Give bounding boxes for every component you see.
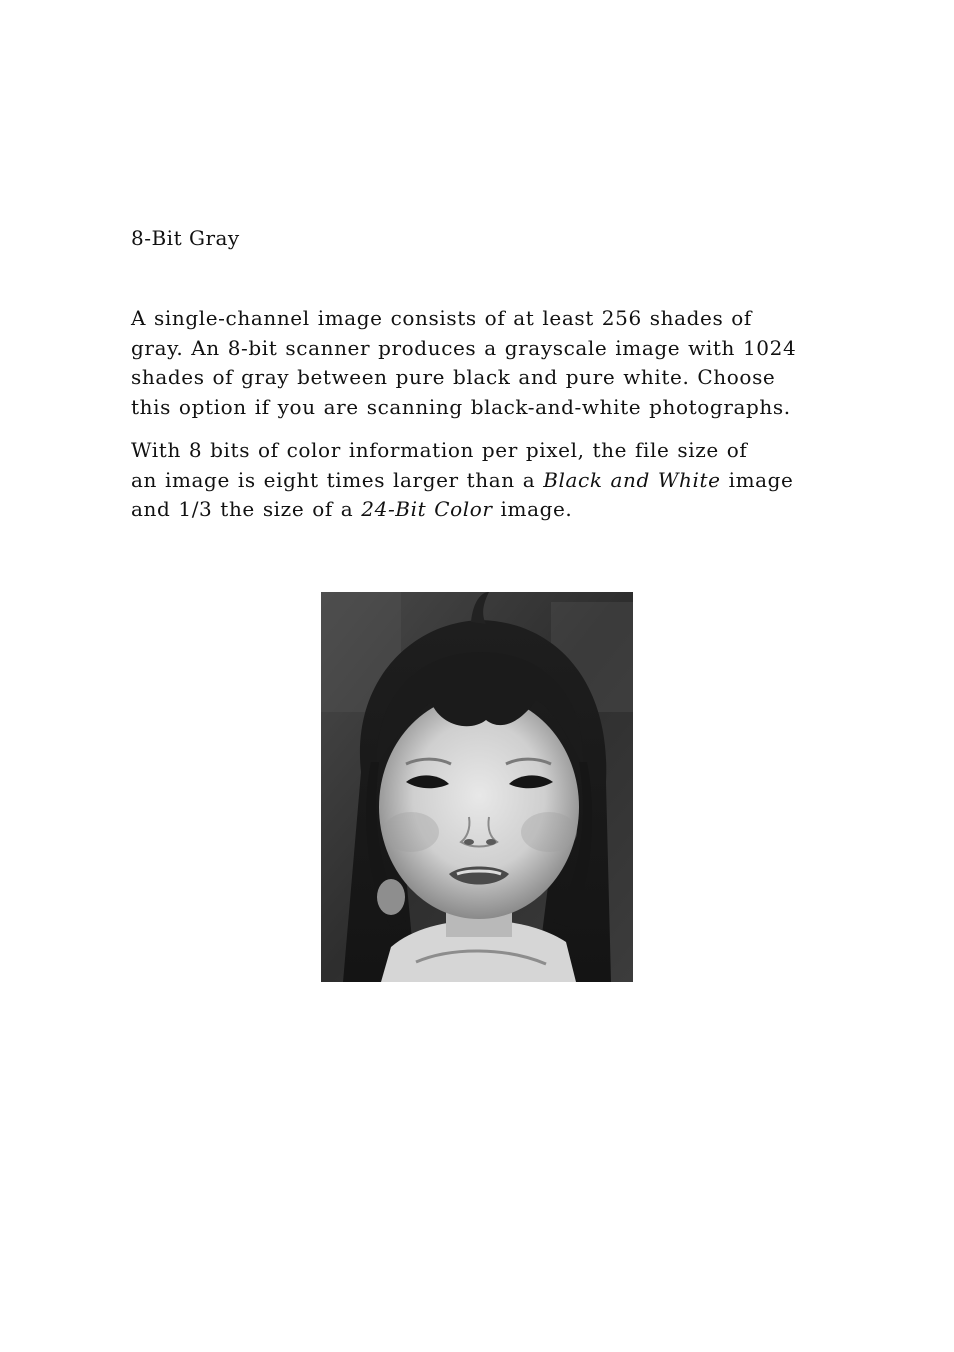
paragraph-line: gray. An 8-bit scanner produces a grayscale image with 1024 xyxy=(131,335,797,360)
paragraph-line: shades of gray between pure black and pure white. Choose xyxy=(131,365,776,389)
paragraph-line: A single-channel image consists of at least 256 shades of xyxy=(131,306,752,330)
section-title: 8-Bit Gray xyxy=(131,226,240,250)
paragraph-text: image xyxy=(720,467,794,492)
paragraph-text: and 1/3 the size of a xyxy=(131,497,362,521)
black-and-white-term: Black and White xyxy=(543,467,721,492)
paragraph-text: an image is eight times larger than a xyxy=(131,467,544,492)
24-bit-color-term: 24-Bit Color xyxy=(361,497,493,521)
paragraph-text: image. xyxy=(492,497,573,521)
paragraph-grayscale-description xyxy=(131,304,831,422)
paragraph-file-size xyxy=(131,436,831,525)
child-portrait-photo xyxy=(321,592,633,982)
paragraph-line: this option if you are scanning black-and-white photographs. xyxy=(131,394,791,419)
paragraph-text: With 8 bits of color information per pixel, the file size of xyxy=(131,438,748,462)
child-portrait-grayscale-photo-icon xyxy=(321,592,633,982)
